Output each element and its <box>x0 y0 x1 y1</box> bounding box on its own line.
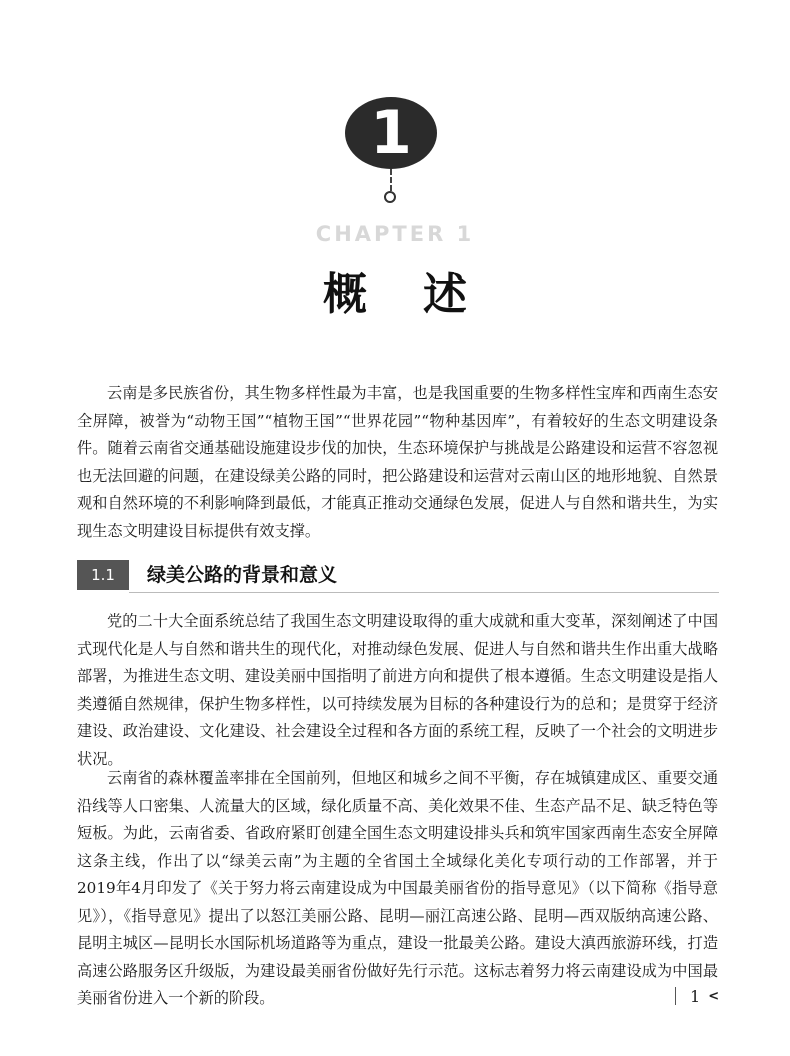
section-heading <box>77 558 718 594</box>
section-paragraph-1: 党的二十大全面系统总结了我国生态文明建设取得的重大成就和重大变革，深刻阐述了中国式现代化是人与自然和谐共生的现代化，对推动绿色发展、促进人与自然和谐共生作出重大战略部署，为推进生态文明、建设美丽中国指明了前进方向和提供了根本遵循。生态文明建设是指人类遵循自然规律，保护生物多样性，以可持续发展为目标的各种建设行为的总和；是贯穿于经济建设、政治建设、文化建设、社会建设全过程和各方面的系统工程，反映了一个社会的文明进步状况。 <box>77 612 718 768</box>
chapter-label: CHAPTER 1 <box>315 222 475 246</box>
footer-divider <box>675 987 676 1005</box>
chapter-number-badge <box>345 97 437 169</box>
section-underline <box>129 592 719 593</box>
section-number: 1.1 <box>77 560 129 590</box>
chapter-number: 1 <box>370 98 412 168</box>
chapter-connector-dot <box>384 191 396 203</box>
chapter-connector-line <box>390 169 392 191</box>
page-footer <box>675 985 719 1007</box>
page-number: 1 <box>690 986 701 1006</box>
page-arrow-icon: < <box>708 988 720 1004</box>
chapter-title: 概述 <box>323 269 523 320</box>
section-paragraph-2: 云南省的森林覆盖率排在全国前列，但地区和城乡之间不平衡，存在城镇建成区、重要交通沿线等人口密集、人流量大的区域，绿化质量不高、美化效果不佳、生态产品不足、缺乏特色等短板。为此，云南省委、省政府紧盯创建全国生态文明建设排头兵和筑牢国家西南生态安全屏障这条主线，作出了以“绿美云南”为主题的全省国土全域绿化美化专项行动的工作部署，并于2019年4月印发了《关于努力将云南建设成为中国最美丽省份的指导意见》（以下简称《指导意见》），《指导意见》提出了以怒江美丽公路、昆明—丽江高速公路、昆明—西双版纳高速公路、昆明主城区—昆明长水国际机场道路等为重点，建设一批最美公路。建设大滇西旅游环线，打造高速公路服务区升级版，为建设最美丽省份做好先行示范。这标志着努力将云南建设成为中国最美丽省份进入一个新的阶段。 <box>77 769 718 1007</box>
section-title: 绿美公路的背景和意义 <box>147 564 338 586</box>
intro-paragraph: 云南是多民族省份，其生物多样性最为丰富，也是我国重要的生物多样性宝库和西南生态安全屏障，被誉为“动物王国”“植物王国”“世界花园”“物种基因库”，有着较好的生态文明建设条件。随着云南省交通基础设施建设步伐的加快，生态环境保护与挑战是公路建设和运营不容忽视也无法回避的问题，在建设绿美公路的同时，把公路建设和运营对云南山区的地形地貌、自然景观和自然环境的不利影响降到最低，才能真正推动交通绿色发展，促进人与自然和谐共生，为实现生态文明建设目标提供有效支撑。 <box>77 384 718 540</box>
